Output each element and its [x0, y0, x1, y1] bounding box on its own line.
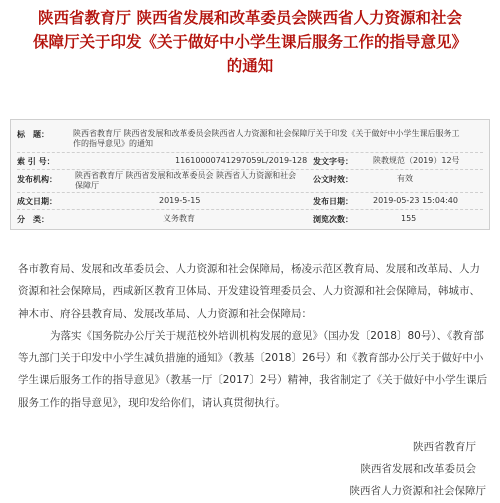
meta-publish-value: 2019-05-23 15:04:40 [373, 196, 458, 205]
title-line-1: 陕西省教育厅 陕西省发展和改革委员会陕西省人力资源和社会 [38, 9, 462, 27]
meta-date-label: 成文日期： [17, 197, 57, 206]
meta-validity-value: 有效 [397, 174, 413, 183]
document-metadata-table [10, 119, 490, 230]
meta-divider [17, 152, 483, 153]
meta-docno-value: 陕教规范（2019）12号 [373, 156, 460, 165]
meta-category-value: 义务教育 [163, 214, 195, 223]
meta-index-value: 11610000741297059L/2019-128 [175, 156, 308, 165]
document-title [0, 6, 500, 78]
main-paragraph: 为落实《国务院办公厅关于规范校外培训机构发展的意见》（国办发〔2018〕80号）、《教育部等九部门关于印发中小学生减负措施的通知》（教基〔2018〕26号）和《教育部办公厅关于做好中小学生课后服务工作的指导意见》（教基一厅〔2017〕2号）精神，我省制定了《关于做好中小学生课后服务工作的指导意见》，现印发给你们，请认真贯彻执行。 [18, 329, 488, 409]
meta-issuer-value: 陕西省教育厅 陕西省发展和改革委员会 陕西省人力资源和社会保障厅 [75, 171, 297, 190]
addressees-paragraph: 各市教育局、发展和改革委员会、人力资源和社会保障局，杨凌示范区教育局、发展和改革局、人力资源和社会保障局，西咸新区教育卫体局、开发建设管理委员会、人力资源和社会保障局，韩城市、神木市、府谷县教育局、发展改革局、人力资源和社会保障局： [18, 263, 480, 320]
signature-1: 陕西省教育厅 [413, 441, 476, 453]
title-line-3: 的通知 [226, 57, 274, 75]
meta-publish-label: 发布日期： [313, 197, 353, 206]
meta-title-label: 标 题： [17, 130, 49, 139]
meta-views-label: 浏览次数： [313, 215, 353, 224]
meta-issuer-label: 发布机构： [17, 175, 57, 184]
meta-divider [17, 209, 483, 210]
meta-validity-label: 公文时效： [313, 175, 353, 184]
meta-divider [17, 192, 483, 193]
meta-views-value: 155 [401, 214, 417, 223]
meta-title-value: 陕西省教育厅 陕西省发展和改革委员会陕西省人力资源和社会保障厅关于印发《关于做好中小学生课后服务工作的指导意见》的通知 [73, 129, 460, 148]
title-line-2: 保障厅关于印发《关于做好中小学生课后服务工作的指导意见》 [32, 33, 467, 51]
meta-row-title [17, 129, 483, 149]
meta-divider [17, 169, 483, 170]
signature-3: 陕西省人力资源和社会保障厅 [349, 485, 486, 497]
meta-date-value: 2019-5-15 [159, 196, 201, 205]
meta-category-label: 分 类： [17, 215, 49, 224]
document-body [18, 258, 488, 414]
signature-2: 陕西省发展和改革委员会 [360, 463, 476, 475]
meta-index-label: 索 引 号： [17, 157, 55, 166]
meta-docno-label: 发文字号： [313, 157, 353, 166]
